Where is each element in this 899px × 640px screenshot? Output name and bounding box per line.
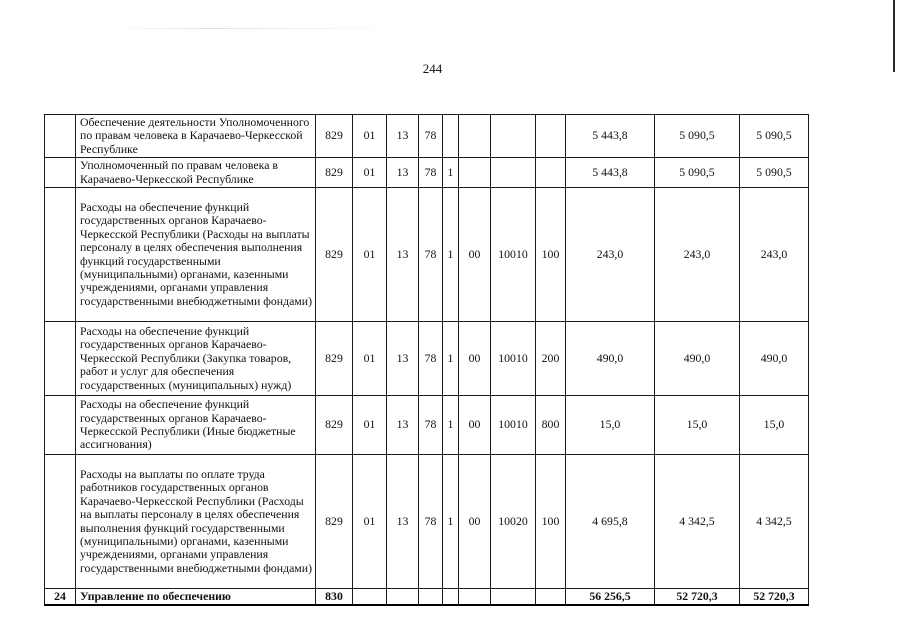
row-number-cell <box>45 115 76 158</box>
expense-type-code-cell <box>536 589 566 605</box>
table-row-total <box>45 589 809 605</box>
subprogram-code-cell: 1 <box>443 455 459 589</box>
subsection-code-cell: 13 <box>387 188 419 322</box>
page-number: 244 <box>422 61 443 76</box>
budget-table <box>44 114 809 606</box>
amount-year3-cell: 52 720,3 <box>740 589 809 605</box>
scan-artifact-edge <box>893 0 895 72</box>
amount-year2-cell: 5 090,5 <box>655 158 740 188</box>
ministry-code-cell: 829 <box>316 396 353 455</box>
program-code-cell: 78 <box>419 396 443 455</box>
row-number-cell <box>45 455 76 589</box>
row-number-cell <box>45 322 76 396</box>
expense-type-code-cell <box>536 115 566 158</box>
row-number-cell <box>45 396 76 455</box>
section-code-cell: 01 <box>353 322 387 396</box>
direction-code-cell: 10010 <box>491 396 536 455</box>
amount-year2-cell: 4 342,5 <box>655 455 740 589</box>
scan-artifact-streak <box>110 28 410 29</box>
expense-type-code-cell: 100 <box>536 455 566 589</box>
amount-year1-cell: 243,0 <box>566 188 655 322</box>
expense-type-code-cell: 100 <box>536 188 566 322</box>
amount-year1-cell: 56 256,5 <box>566 589 655 605</box>
direction-code-cell: 10020 <box>491 455 536 589</box>
amount-year1-cell: 490,0 <box>566 322 655 396</box>
amount-year3-cell: 15,0 <box>740 396 809 455</box>
section-code-cell: 01 <box>353 188 387 322</box>
ministry-code-cell: 829 <box>316 188 353 322</box>
activity-code-cell: 00 <box>459 396 491 455</box>
expense-name-cell: Расходы на обеспечение функций государственных органов Карачаево-Черкесской Республики (Закупка товаров, работ и услуг для обеспечения государственных (муниципальных) нужд) <box>76 322 316 396</box>
section-code-cell: 01 <box>353 158 387 188</box>
activity-code-cell <box>459 115 491 158</box>
activity-code-cell: 00 <box>459 188 491 322</box>
amount-year3-cell: 4 342,5 <box>740 455 809 589</box>
amount-year1-cell: 15,0 <box>566 396 655 455</box>
expense-name-cell: Управление по обеспечению <box>76 589 316 605</box>
ministry-code-cell: 829 <box>316 322 353 396</box>
program-code-cell: 78 <box>419 322 443 396</box>
table-row <box>45 322 809 396</box>
subprogram-code-cell <box>443 115 459 158</box>
amount-year3-cell: 243,0 <box>740 188 809 322</box>
amount-year1-cell: 4 695,8 <box>566 455 655 589</box>
amount-year2-cell: 15,0 <box>655 396 740 455</box>
row-number-cell: 24 <box>45 589 76 605</box>
table-row <box>45 158 809 188</box>
amount-year2-cell: 490,0 <box>655 322 740 396</box>
subsection-code-cell: 13 <box>387 396 419 455</box>
direction-code-cell <box>491 589 536 605</box>
direction-code-cell <box>491 115 536 158</box>
subsection-code-cell: 13 <box>387 322 419 396</box>
row-number-cell <box>45 188 76 322</box>
section-code-cell: 01 <box>353 115 387 158</box>
row-number-cell <box>45 158 76 188</box>
activity-code-cell <box>459 589 491 605</box>
table-row <box>45 455 809 589</box>
amount-year3-cell: 5 090,5 <box>740 115 809 158</box>
direction-code-cell <box>491 158 536 188</box>
subprogram-code-cell: 1 <box>443 322 459 396</box>
subprogram-code-cell: 1 <box>443 188 459 322</box>
direction-code-cell: 10010 <box>491 188 536 322</box>
expense-type-code-cell: 200 <box>536 322 566 396</box>
ministry-code-cell: 829 <box>316 158 353 188</box>
amount-year3-cell: 5 090,5 <box>740 158 809 188</box>
expense-name-cell: Обеспечение деятельности Уполномоченного по правам человека в Карачаево-Черкесской Республике <box>76 115 316 158</box>
amount-year2-cell: 5 090,5 <box>655 115 740 158</box>
subsection-code-cell: 13 <box>387 455 419 589</box>
table-row <box>45 115 809 158</box>
section-code-cell <box>353 589 387 605</box>
subprogram-code-cell <box>443 589 459 605</box>
table-row <box>45 396 809 455</box>
ministry-code-cell: 829 <box>316 115 353 158</box>
program-code-cell <box>419 589 443 605</box>
amount-year1-cell: 5 443,8 <box>566 115 655 158</box>
expense-name-cell: Расходы на выплаты по оплате труда работников государственных органов Карачаево-Черкесской Республики (Расходы на выплаты персоналу в целях обеспечения выполнения функций государственными (муниципальными) органами, казенными учреждениями, органами управления государственными внебюджетными фондами) <box>76 455 316 589</box>
program-code-cell: 78 <box>419 188 443 322</box>
expense-name-cell: Расходы на обеспечение функций государственных органов Карачаево-Черкесской Республики (Расходы на выплаты персоналу в целях обеспечения выполнения функций государственными (муниципальными) органами, казенными учреждениями, органами управления государственными внебюджетными фондами) <box>76 188 316 322</box>
subsection-code-cell <box>387 589 419 605</box>
expense-name-cell: Уполномоченный по правам человека в Карачаево-Черкесской Республике <box>76 158 316 188</box>
program-code-cell: 78 <box>419 115 443 158</box>
expense-type-code-cell: 800 <box>536 396 566 455</box>
program-code-cell: 78 <box>419 455 443 589</box>
subsection-code-cell: 13 <box>387 158 419 188</box>
subprogram-code-cell: 1 <box>443 396 459 455</box>
expense-name-cell: Расходы на обеспечение функций государственных органов Карачаево-Черкесской Республики (Иные бюджетные ассигнования) <box>76 396 316 455</box>
ministry-code-cell: 830 <box>316 589 353 605</box>
direction-code-cell: 10010 <box>491 322 536 396</box>
subprogram-code-cell: 1 <box>443 158 459 188</box>
activity-code-cell <box>459 158 491 188</box>
amount-year3-cell: 490,0 <box>740 322 809 396</box>
section-code-cell: 01 <box>353 455 387 589</box>
activity-code-cell: 00 <box>459 322 491 396</box>
expense-type-code-cell <box>536 158 566 188</box>
table-row <box>45 188 809 322</box>
activity-code-cell: 00 <box>459 455 491 589</box>
amount-year1-cell: 5 443,8 <box>566 158 655 188</box>
amount-year2-cell: 243,0 <box>655 188 740 322</box>
subsection-code-cell: 13 <box>387 115 419 158</box>
amount-year2-cell: 52 720,3 <box>655 589 740 605</box>
section-code-cell: 01 <box>353 396 387 455</box>
ministry-code-cell: 829 <box>316 455 353 589</box>
program-code-cell: 78 <box>419 158 443 188</box>
